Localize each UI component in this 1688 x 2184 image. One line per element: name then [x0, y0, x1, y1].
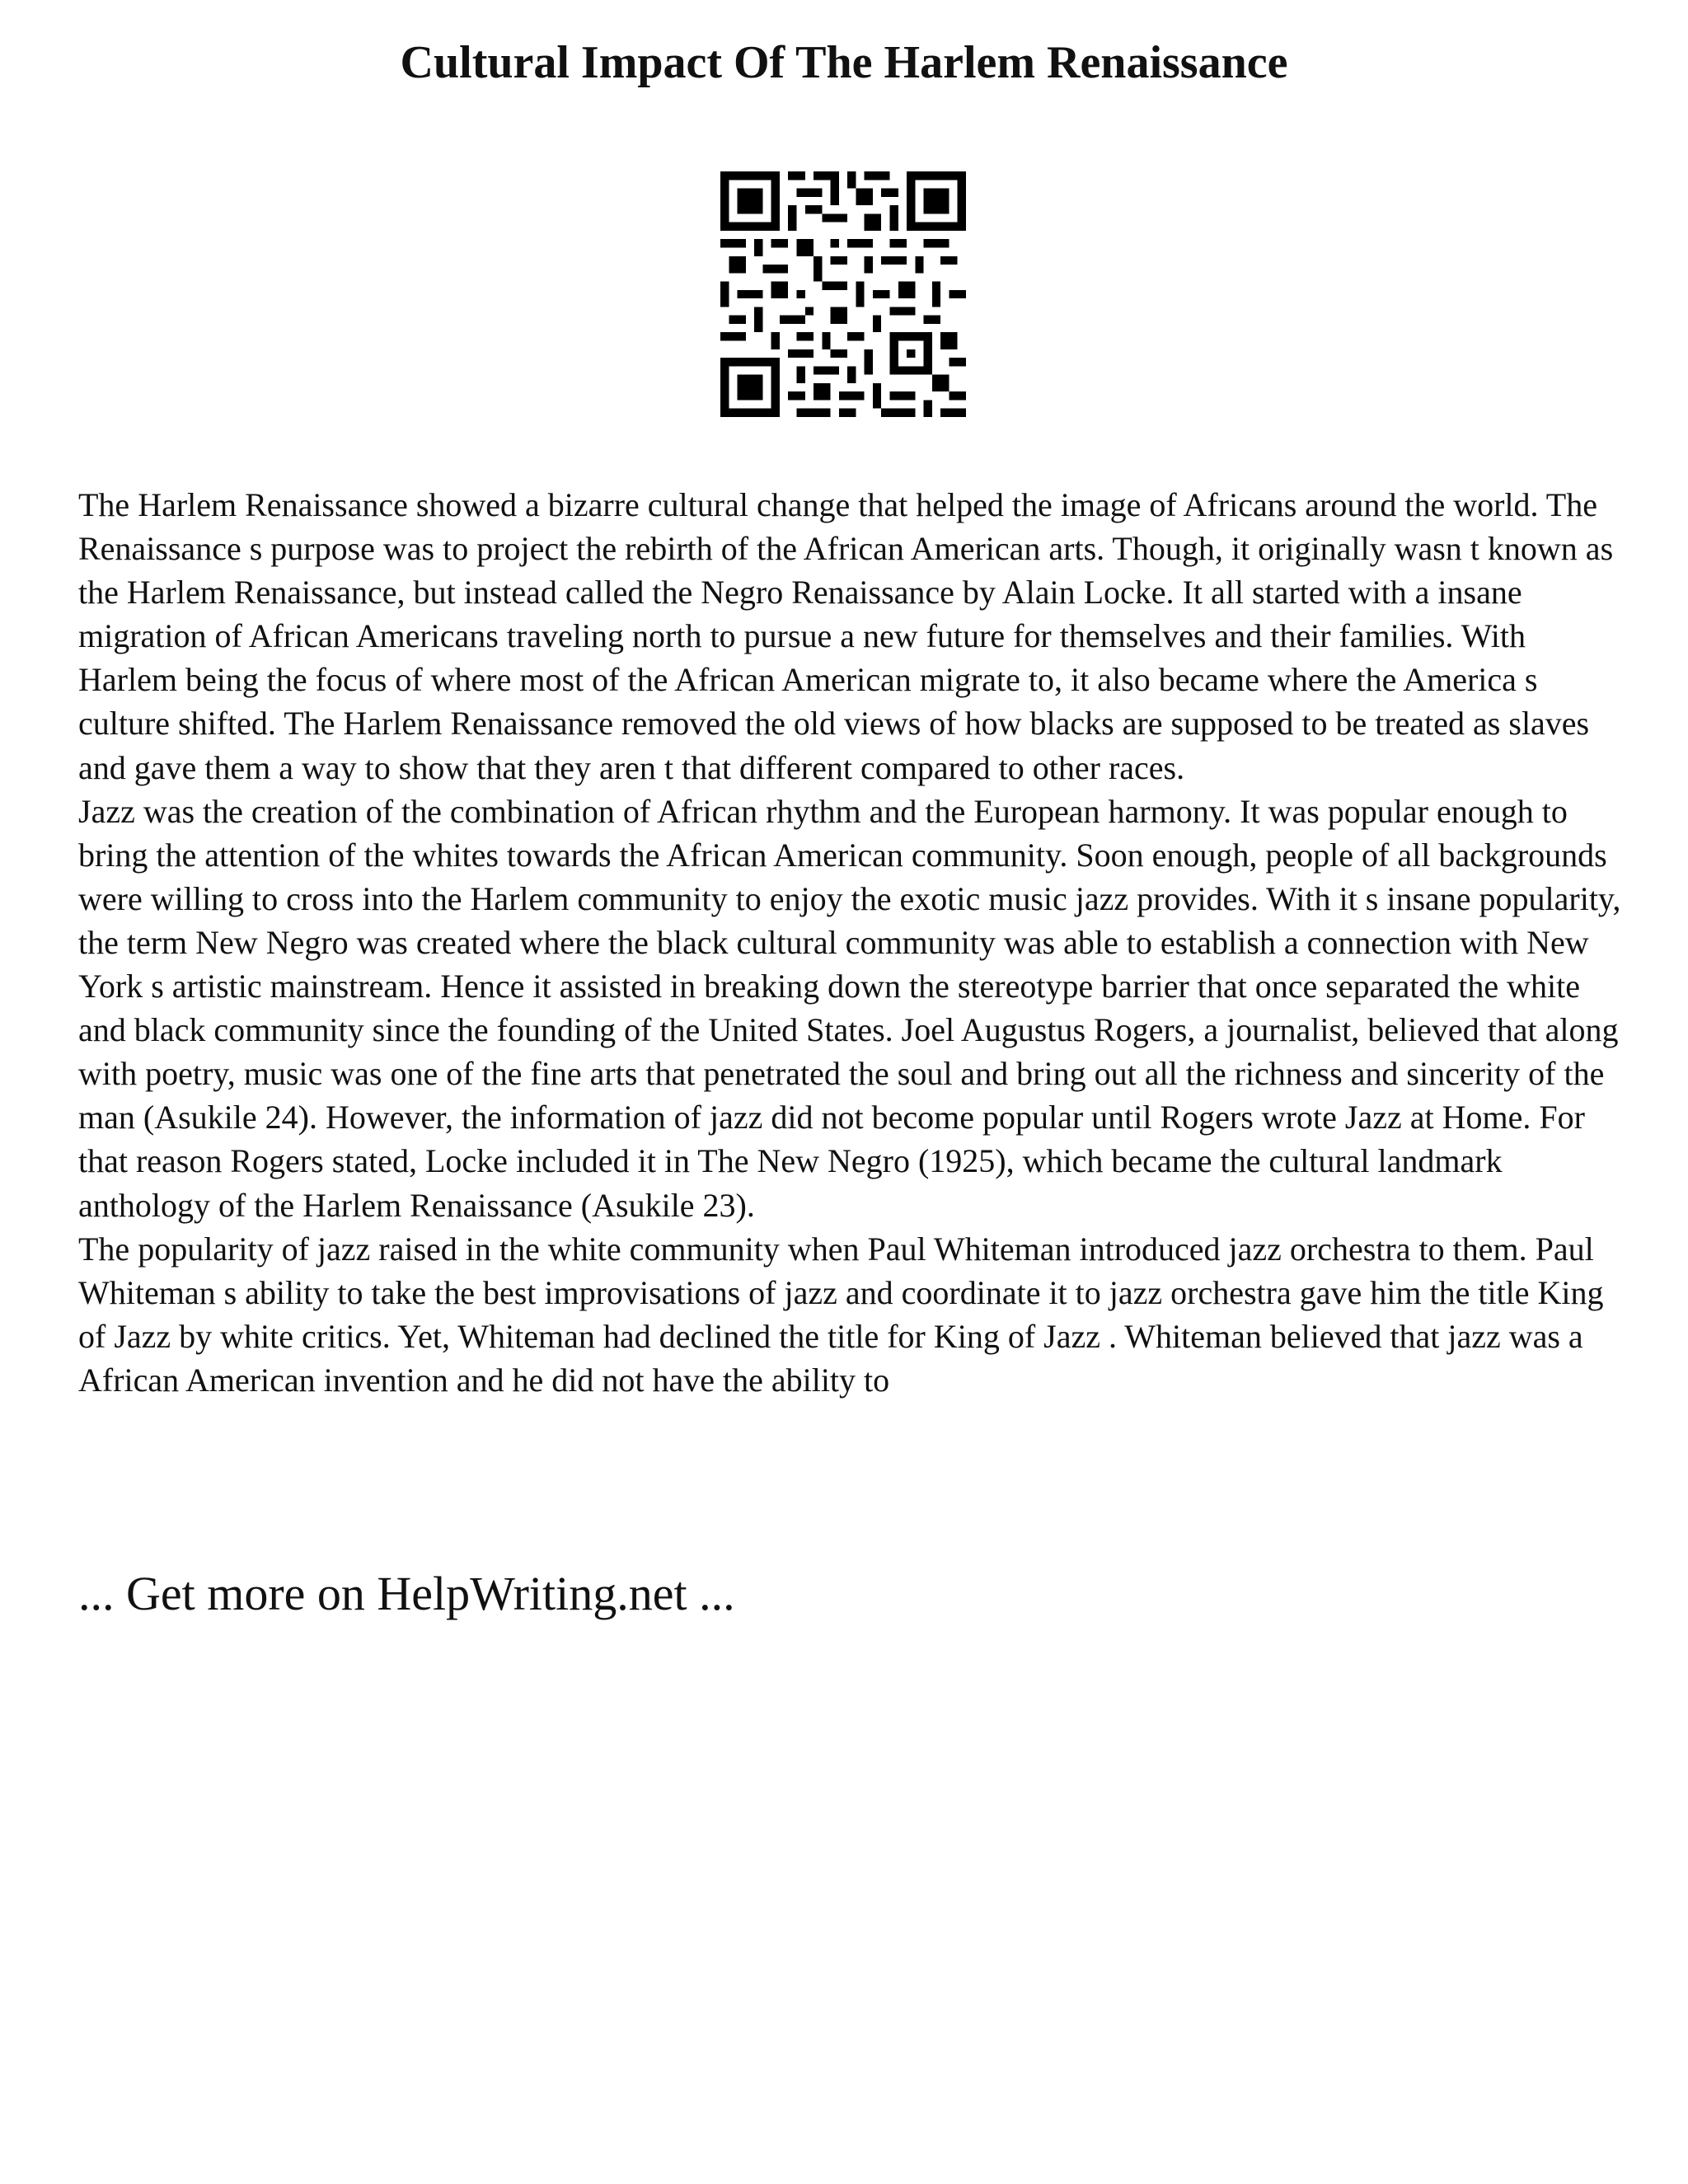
paragraph: The popularity of jazz raised in the white community when Paul Whiteman introduced jazz orchestra to them. Paul Whiteman s ability to take the best improvisations of jazz and coordinate it to jazz orchestra gave him the title King of Jazz by white critics. Yet, Whiteman had declined the title for King of Jazz . Whiteman believed that jazz was a African American invention and he did not have the ability to	[78, 1230, 1604, 1399]
paragraph: The Harlem Renaissance showed a bizarre cultural change that helped the image of Africans around the world. The Renaissance s purpose was to project the rebirth of the African American arts. Though, it originally wasn t known as the Harlem Renaissance, but instead called the Negro Renaissance by Alain Locke. It all started with a insane migration of African Americans traveling north to pursue a new future for themselves and their families. With Harlem being the focus of where most of the African American migrate to, it also became where the America s culture shifted. The Harlem Renaissance removed the old views of how blacks are supposed to be treated as slaves and gave them a way to show that they aren t that different compared to other races.	[78, 486, 1614, 786]
paragraph: Jazz was the creation of the combination of African rhythm and the European harmony. It was popular enough to bring the attention of the whites towards the African American community. Soon enough, people of all backgrounds were willing to cross into the Harlem community to enjoy the exotic music jazz provides. With it s insane popularity, the term New Negro was created where the black cultural community was able to establish a connection with New York s artistic mainstream. Hence it assisted in breaking down the stereotype barrier that once separated the white and black community since the founding of the United States. Joel Augustus Rogers, a journalist, believed that along with poetry, music was one of the fine arts that penetrated the soul and bring out all the richness and sincerity of the man (Asukile 24). However, the information of jazz did not become popular until Rogers wrote Jazz at Home. For that reason Rogers stated, Locke included it in The New Negro (1925), which became the cultural landmark anthology of the Harlem Renaissance (Asukile 23).	[78, 792, 1621, 1224]
article-body	[78, 483, 1628, 1402]
get-more-link[interactable]: ... Get more on HelpWriting.net ...	[78, 1567, 735, 1620]
page-title: Cultural Impact Of The Harlem Renaissance	[400, 37, 1288, 88]
qr-code-icon	[720, 171, 966, 417]
